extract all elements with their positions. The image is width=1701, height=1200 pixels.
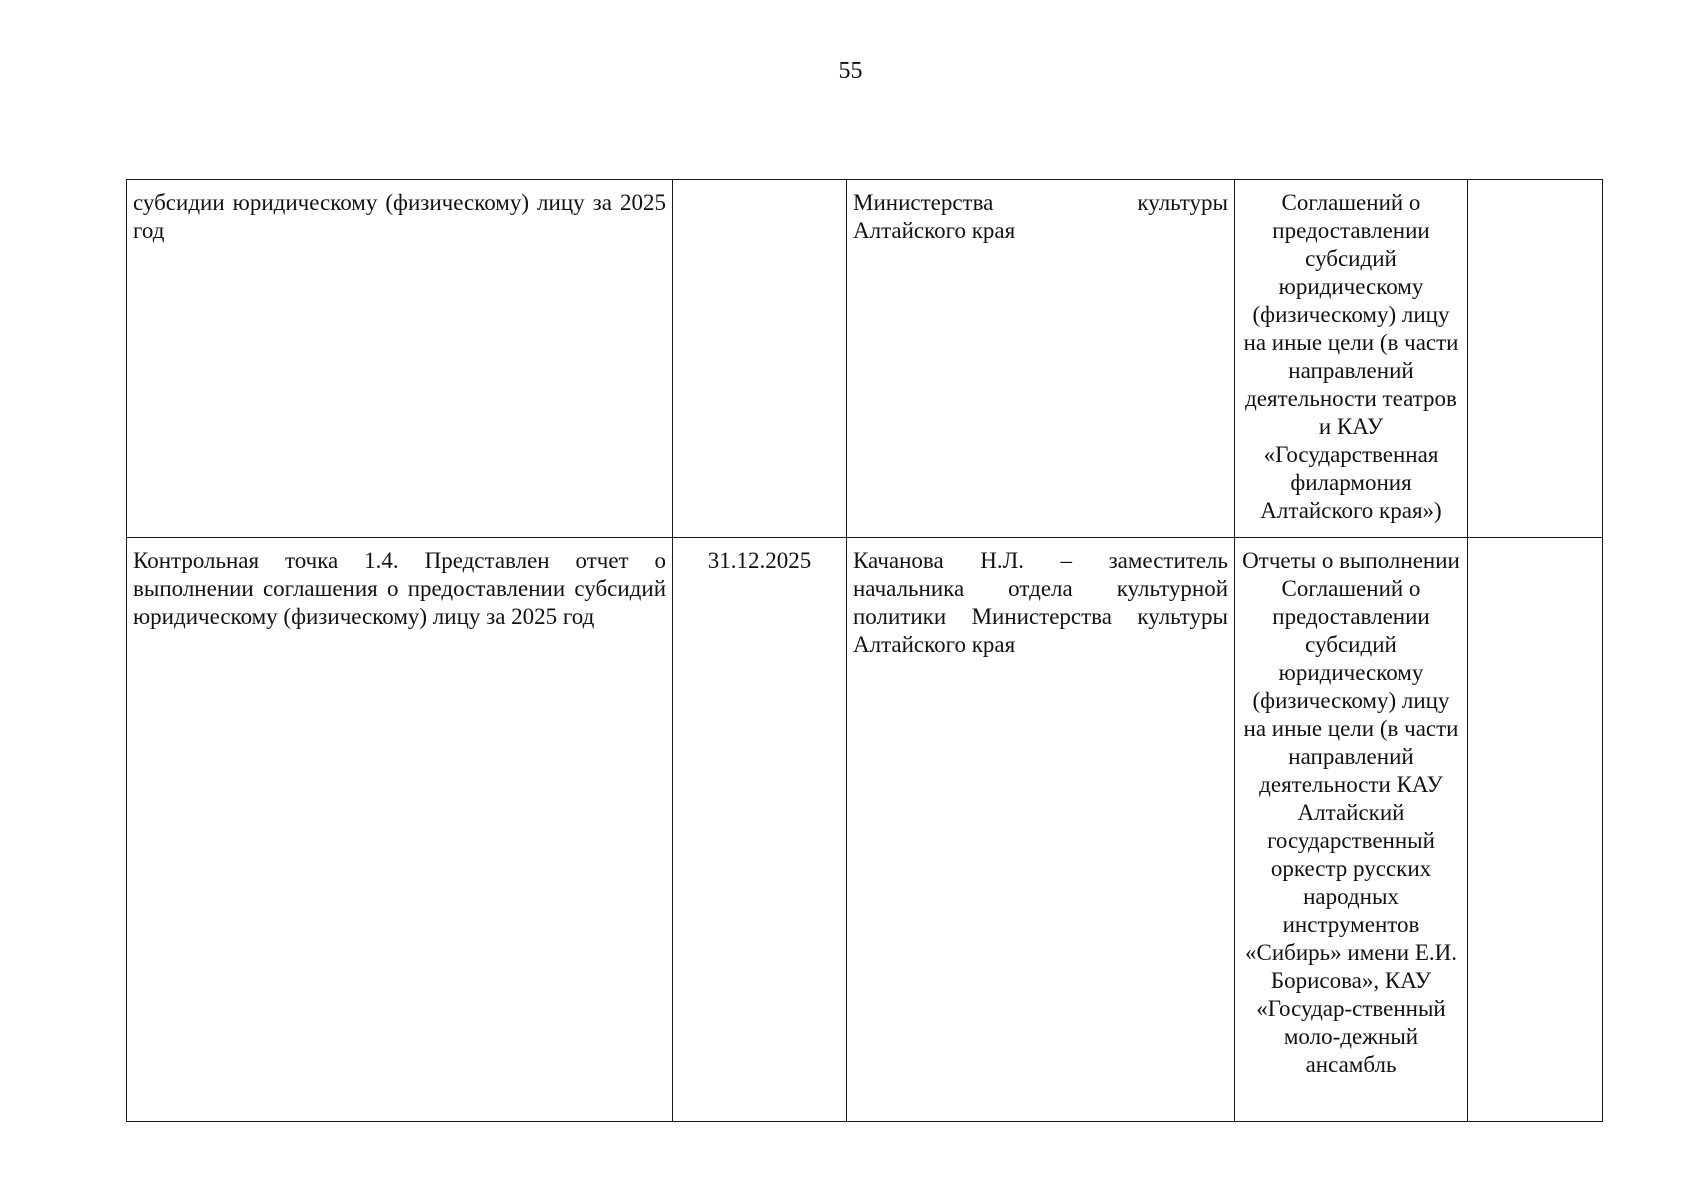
responsible-line-1: Министерства культуры — [853, 190, 1228, 215]
table-cell-date — [673, 180, 847, 538]
table-cell-empty — [1468, 180, 1603, 538]
table-cell-responsible: Качанова Н.Л. – заместитель начальника отдела культурной политики Министерства культуры Алтайского края — [847, 538, 1235, 1122]
table-cell-date: 31.12.2025 — [673, 538, 847, 1122]
responsible-line-2: Алтайского края — [853, 218, 1016, 243]
table-cell-description: субсидии юридическому (физическому) лицу за 2025 год — [127, 180, 673, 538]
page-number: 55 — [838, 58, 863, 84]
table-cell-document: Соглашений о предоставлении субсидий юридическому (физическому) лицу на иные цели (в части направлений деятельности театров и КАУ «Государственная филармония Алтайского края») — [1235, 180, 1468, 538]
document-table — [126, 179, 1603, 1122]
table-cell-empty — [1468, 538, 1603, 1122]
table-row — [127, 538, 1603, 1122]
table-cell-document: Отчеты о выполнении Соглашений о предоставлении субсидий юридическому (физическому) лицу на иные цели (в части направлений деятельности КАУ Алтайский государственный оркестр русских народных инструментов «Сибирь» имени Е.И. Борисова», КАУ «Государ-ственный моло-дежный ансамбль — [1235, 538, 1468, 1122]
table-cell-responsible — [847, 180, 1235, 538]
table-row — [127, 180, 1603, 538]
table-cell-description: Контрольная точка 1.4. Представлен отчет о выполнении соглашения о предоставлении субсидий юридическому (физическому) лицу за 2025 год — [127, 538, 673, 1122]
